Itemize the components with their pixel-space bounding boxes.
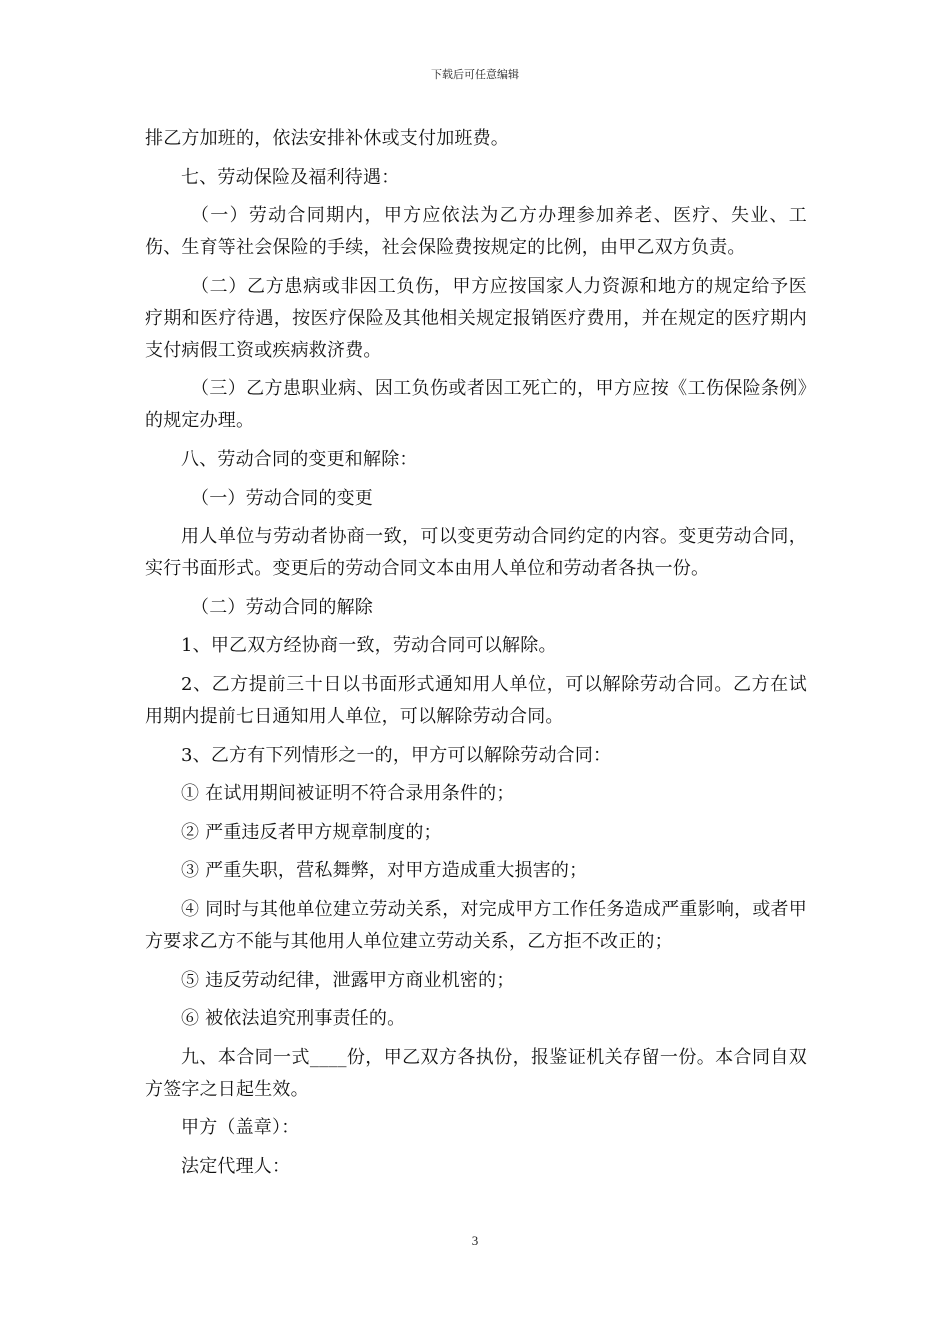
page-number: 3	[471, 1233, 479, 1248]
list-item: 3、乙方有下列情形之一的，甲方可以解除劳动合同：	[181, 744, 612, 766]
document-body	[145, 123, 807, 1189]
list-item: ② 严重违反者甲方规章制度的；	[181, 821, 442, 843]
paragraph: 九、本合同一式____份，甲乙双方各执份，报鉴证机关存留一份。本合同自双方签字之日起生效。	[145, 1046, 807, 1100]
list-item: ③ 严重失职，营私舞弊，对甲方造成重大损害的；	[181, 860, 588, 882]
signature-line-party-a: 甲方（盖章）：	[181, 1117, 300, 1139]
page-header: 下载后可任意编辑	[431, 68, 519, 81]
paragraph: 排乙方加班的，依法安排补休或支付加班费。	[145, 128, 509, 149]
paragraph: 用人单位与劳动者协商一致，可以变更劳动合同约定的内容。变更劳动合同，实行书面形式。变更后的劳动合同文本由用人单位和劳动者各执一份。	[145, 526, 807, 580]
list-item: 1、甲乙双方经协商一致，劳动合同可以解除。	[181, 635, 557, 657]
section-heading: 八、劳动合同的变更和解除：	[181, 448, 418, 470]
signature-line-legal-representative: 法定代理人：	[181, 1155, 291, 1177]
list-item: ① 在试用期间被证明不符合录用条件的；	[181, 783, 515, 805]
subsection-heading: （一）劳动合同的变更	[191, 487, 373, 509]
list-item: ⑤ 违反劳动纪律，泄露甲方商业机密的；	[181, 969, 515, 991]
list-item: 2、乙方提前三十日以书面形式通知用人单位，可以解除劳动合同。乙方在试用期内提前七日通知用人单位，可以解除劳动合同。	[145, 673, 807, 727]
paragraph: （二）乙方患病或非因工负伤，甲方应按国家人力资源和地方的规定给予医疗期和医疗待遇，按医疗保险及其他相关规定报销医疗费用，并在规定的医疗期内支付病假工资或疾病救济费。	[145, 275, 807, 361]
section-heading: 七、劳动保险及福利待遇：	[181, 166, 400, 188]
paragraph: （一）劳动合同期内，甲方应依法为乙方办理参加养老、医疗、失业、工伤、生育等社会保险的手续，社会保险费按规定的比例，由甲乙双方负责。	[145, 205, 807, 259]
subsection-heading: （二）劳动合同的解除	[191, 596, 373, 618]
paragraph: （三）乙方患职业病、因工负伤或者因工死亡的，甲方应按《工伤保险条例》的规定办理。	[145, 378, 807, 432]
list-item: ④ 同时与其他单位建立劳动关系，对完成甲方工作任务造成严重影响，或者甲方要求乙方不能与其他用人单位建立劳动关系，乙方拒不改正的；	[145, 898, 807, 952]
list-item: ⑥ 被依法追究刑事责任的。	[181, 1008, 406, 1030]
